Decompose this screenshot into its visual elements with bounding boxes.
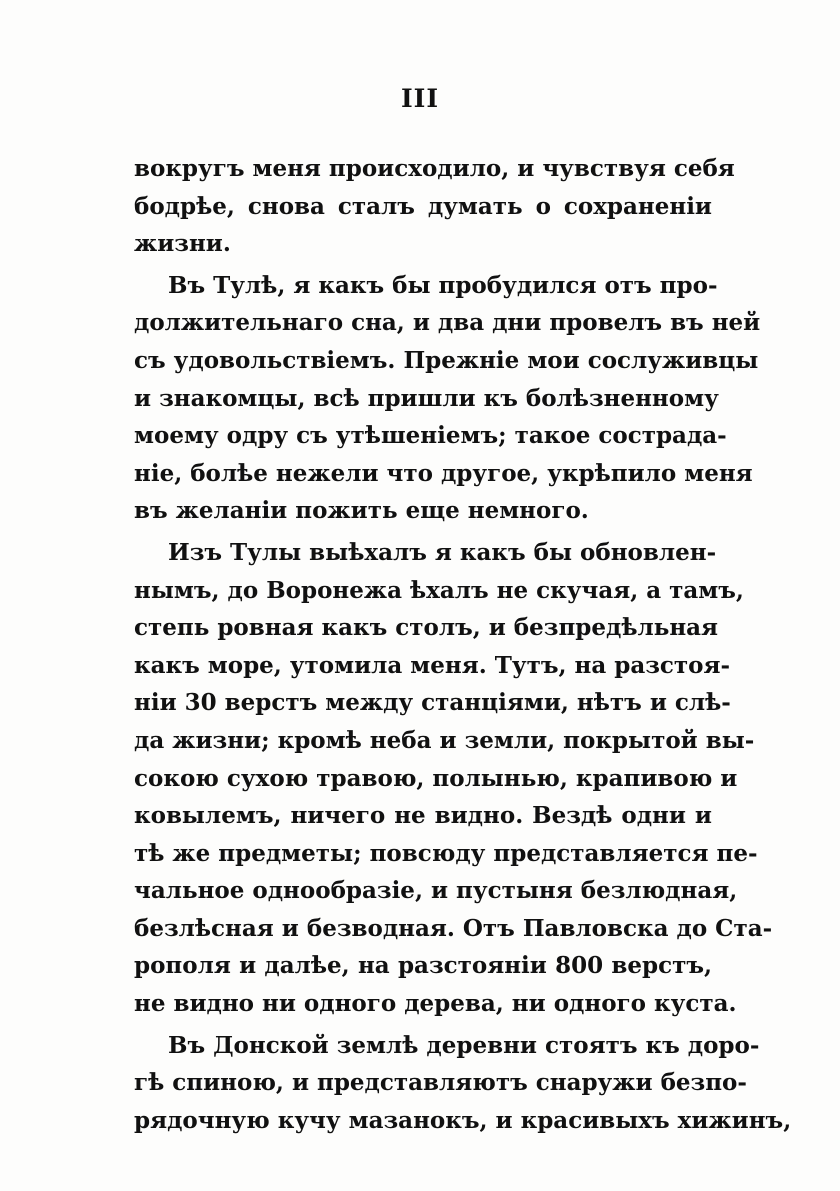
text-line: сокою сухою травою, полынью, крапивою и (134, 764, 738, 792)
text-line: нымъ, до Воронежа ѣхалъ не скучая, а тамъ, (134, 576, 744, 604)
text-line: тѣ же предметы; повсюду представляется пе- (134, 839, 758, 867)
text-line: Въ Тулѣ, я какъ бы пробудился отъ про- (168, 271, 718, 299)
paragraph (134, 1027, 792, 1140)
text-line: бодрѣе, снова сталъ думать о сохраненіи (134, 192, 712, 220)
text-line: чальное однообразіе, и пустыня безлюдная, (134, 877, 738, 905)
text-line: безлѣсная и безводная. Отъ Павловска до Ста- (134, 914, 773, 942)
text-line: гѣ спиною, и представляютъ снаружи безпо- (134, 1069, 747, 1097)
text-line: рополя и далѣе, на разстояніи 800 верстъ, (134, 952, 712, 980)
paragraph (134, 150, 735, 263)
text-line: въ желаніи пожить еще немного. (134, 497, 589, 525)
text-line: рядочную кучу мазанокъ, и красивыхъ хижинъ, (134, 1106, 792, 1134)
text-line: не видно ни одного дерева, ни одного куста. (134, 990, 737, 1018)
text-line: Изъ Тулы выѣхалъ я какъ бы обновлен- (168, 538, 717, 566)
text-line: жизни. (134, 230, 231, 258)
text-line: и знакомцы, всѣ пришли къ болѣзненному (134, 384, 719, 412)
text-line: ніи 30 верстъ между станціями, нѣтъ и слѣ- (134, 689, 731, 717)
text-line: должительнаго сна, и два дни провелъ въ ней (134, 309, 761, 337)
text-line: вокругъ меня происходило, и чувствуя себя (134, 155, 735, 182)
paragraph (134, 534, 773, 1023)
text-line: да жизни; кромѣ неба и земли, покрытой вы- (134, 726, 755, 754)
text-line: ковылемъ, ничего не видно. Вездѣ одни и (134, 802, 712, 830)
text-line: Въ Донской землѣ деревни стоятъ къ доро- (168, 1031, 760, 1059)
text-line: степь ровная какъ столъ, и безпредѣльная (134, 614, 719, 642)
text-line: съ удовольствіемъ. Прежніе мои сослуживцы (134, 346, 759, 374)
text-line: ніе, болѣе нежели что другое, укрѣпило меня (134, 459, 753, 487)
text-line: моему одру съ утѣшеніемъ; такое сострада- (134, 422, 727, 450)
page-number: III (400, 84, 440, 113)
body-text (134, 150, 792, 1139)
paragraph (134, 267, 761, 530)
text-line: какъ море, утомила меня. Тутъ, на разстоя- (134, 651, 731, 679)
